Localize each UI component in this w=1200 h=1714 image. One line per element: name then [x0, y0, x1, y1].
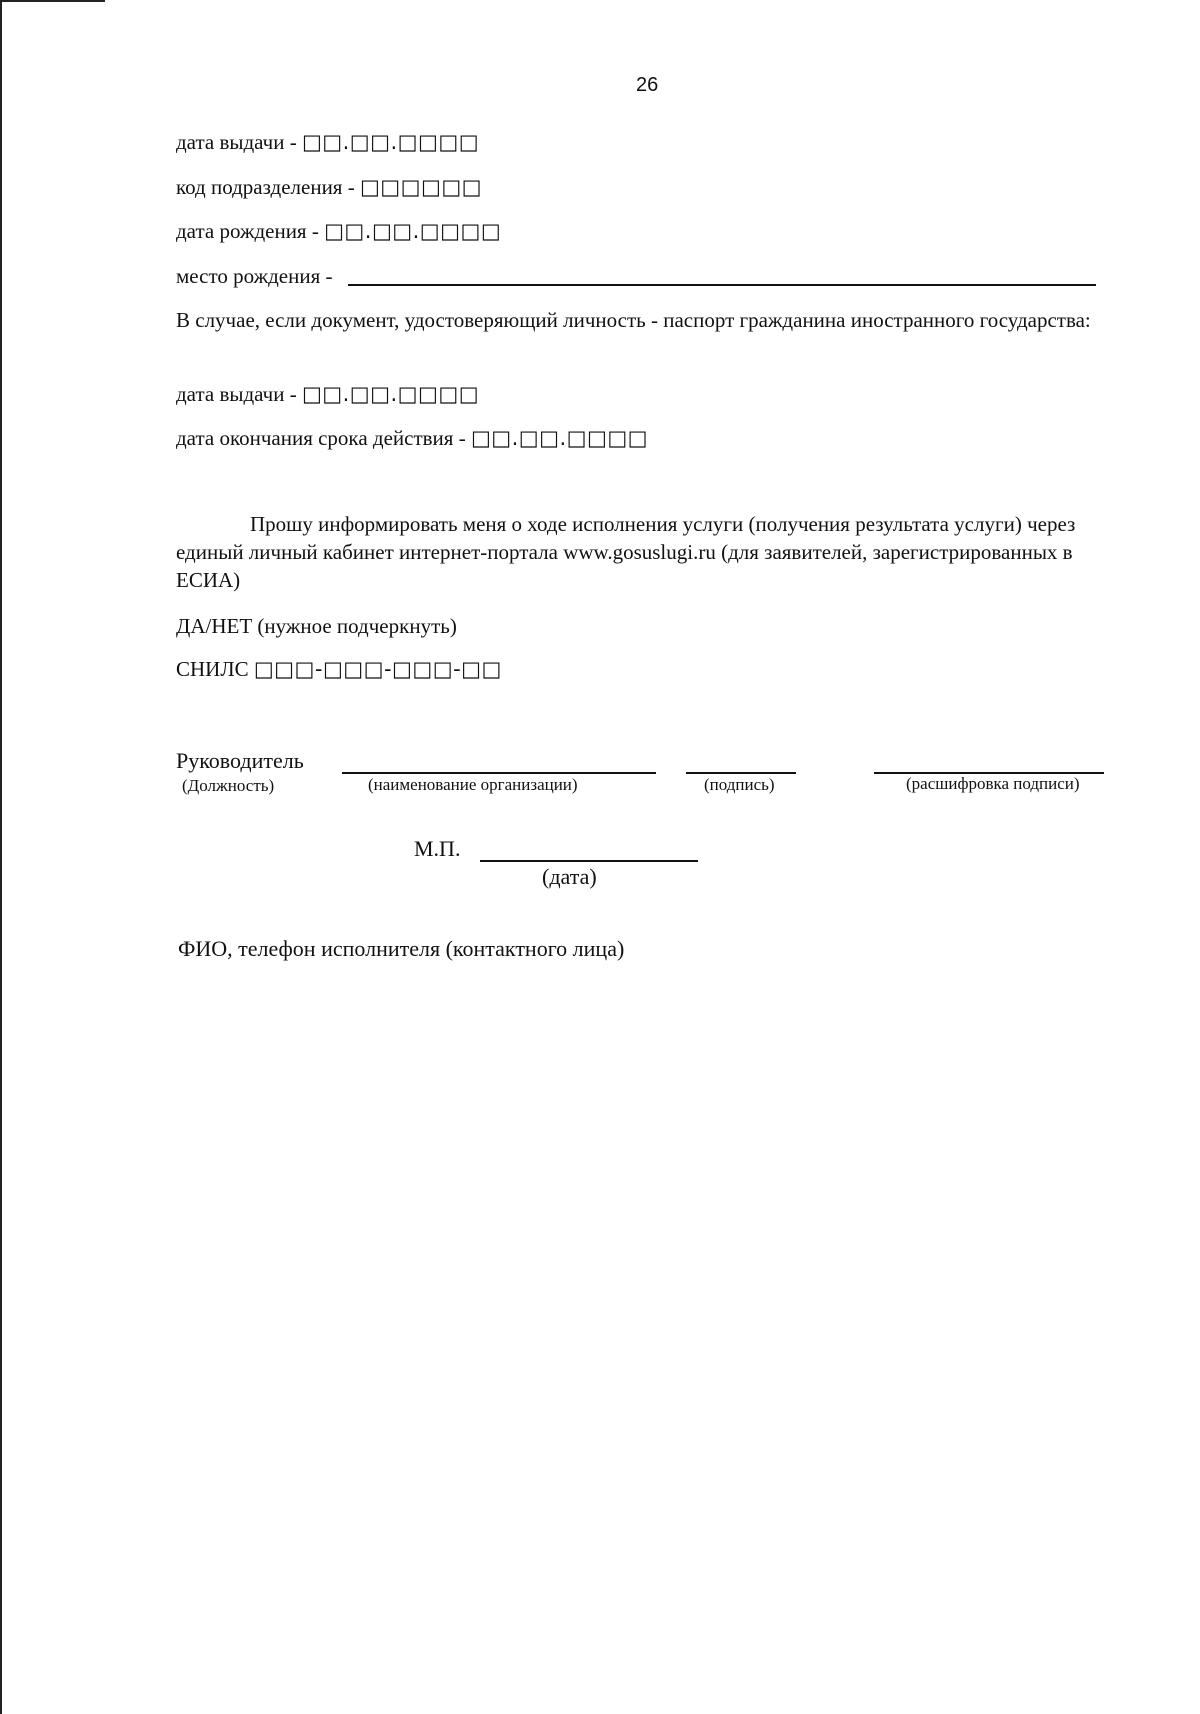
expiry-date-row	[176, 426, 648, 451]
organization-line	[342, 772, 656, 774]
contact-text: ФИО, телефон исполнителя (контактного лица)	[178, 936, 625, 961]
caption-decryption: (расшифровка подписи)	[906, 774, 1080, 793]
foreign-issue-date-label: дата выдачи -	[176, 382, 297, 406]
snils-row	[176, 657, 502, 682]
foreign-issue-date-boxes: □□.□□.□□□□	[301, 382, 480, 406]
stamp-label: М.П.	[414, 836, 461, 861]
page-edge-top	[0, 0, 105, 2]
date-line	[480, 860, 698, 862]
division-code-label: код подразделения -	[176, 175, 355, 199]
yes-no-text: ДА/НЕТ (нужное подчеркнуть)	[176, 614, 457, 638]
foreign-issue-date-row	[176, 382, 479, 407]
birth-place-line	[348, 284, 1096, 286]
issue-date-label: дата выдачи -	[176, 130, 297, 154]
division-code-boxes: □□□□□□	[359, 175, 483, 199]
expiry-date-boxes: □□.□□.□□□□	[470, 426, 649, 450]
caption-organization: (наименование организации)	[368, 775, 578, 794]
signature-line	[686, 772, 796, 774]
birth-date-label: дата рождения -	[176, 219, 319, 243]
issue-date-boxes: □□.□□.□□□□	[301, 130, 480, 154]
caption-signature: (подпись)	[704, 775, 775, 794]
snils-label: СНИЛС	[176, 657, 249, 681]
foreign-passport-text: В случае, если документ, удостоверяющий личность - паспорт гражданина иностранного государства:	[176, 308, 1091, 332]
snils-boxes: □□□-□□□-□□□-□□	[253, 657, 502, 681]
caption-position: (Должность)	[182, 776, 275, 795]
page-edge-left	[0, 0, 2, 1714]
birth-date-row	[176, 219, 501, 244]
date-caption: (дата)	[542, 864, 597, 889]
birth-place-row	[176, 264, 332, 289]
expiry-date-label: дата окончания срока действия -	[176, 426, 466, 450]
division-code-row	[176, 175, 482, 200]
birth-place-label: место рождения -	[176, 264, 333, 288]
birth-date-boxes: □□.□□.□□□□	[324, 219, 502, 243]
issue-date-row	[176, 130, 479, 155]
page-number: 26	[636, 74, 659, 96]
head-title: Руководитель	[176, 748, 304, 773]
request-paragraph: Прошу информировать меня о ходе исполнения услуги (получения результата услуги) через единый личный кабинет интернет-портала www.gosuslugi.ru (для заявителей, зарегистрированных в ЕСИА)	[176, 512, 1076, 592]
